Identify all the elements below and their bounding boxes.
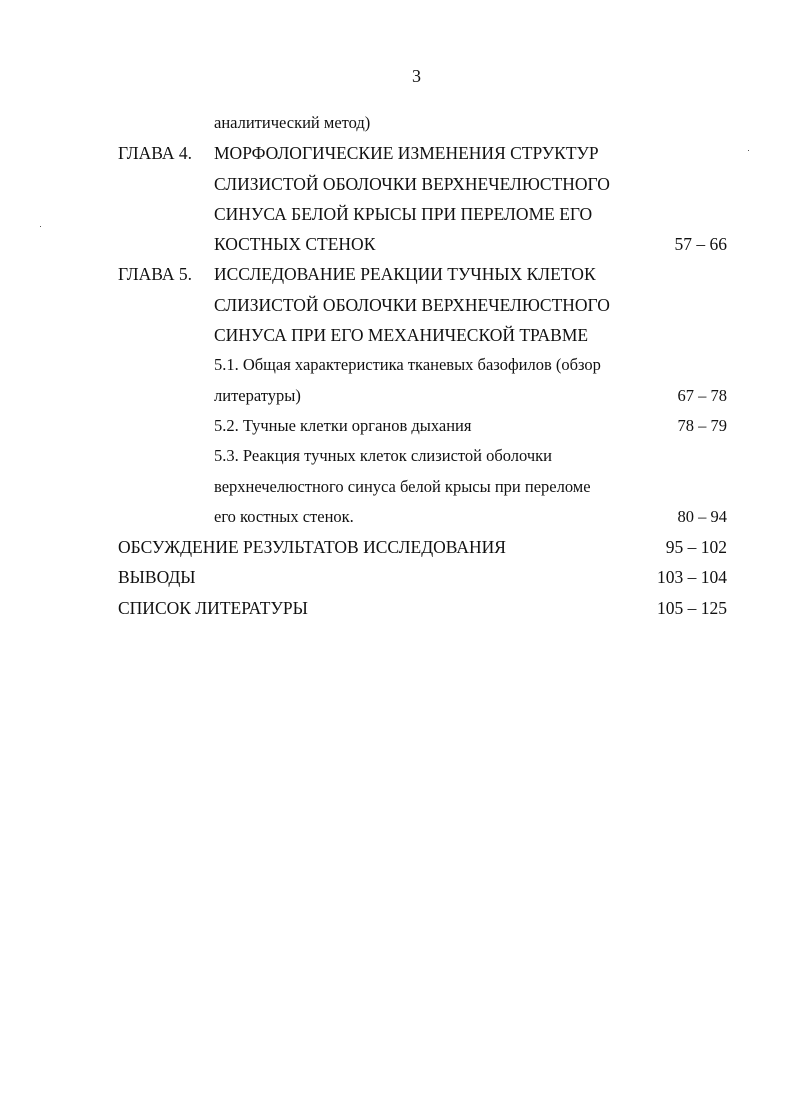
chapter-label: ГЛАВА 5. (118, 264, 193, 285)
toc-text: СЛИЗИСТОЙ ОБОЛОЧКИ ВЕРХНЕЧЕЛЮСТНОГО (214, 173, 610, 194)
toc-line (118, 138, 727, 168)
toc-line (118, 350, 727, 380)
toc-text: СЛИЗИСТОЙ ОБОЛОЧКИ ВЕРХНЕЧЕЛЮСТНОГО (214, 294, 610, 315)
toc-line (118, 562, 727, 592)
toc-text: КОСТНЫХ СТЕНОК (214, 234, 376, 255)
toc-line (118, 532, 727, 562)
page-range: 105 – 125 (657, 597, 727, 618)
toc-text: 5.1. Общая характеристика тканевых базофилов (обзор (214, 355, 601, 375)
toc-line (118, 381, 727, 411)
toc-text: 5.2. Тучные клетки органов дыхания (214, 415, 472, 435)
page-range: 103 – 104 (657, 567, 727, 588)
toc-text: СИНУСА ПРИ ЕГО МЕХАНИЧЕСКОЙ ТРАВМЕ (214, 325, 589, 346)
toc-text: ВЫВОДЫ (118, 567, 196, 588)
toc-text: ИССЛЕДОВАНИЕ РЕАКЦИИ ТУЧНЫХ КЛЕТОК (214, 264, 596, 285)
toc-line (118, 411, 727, 441)
page-range: 78 – 79 (677, 415, 727, 435)
toc-line (118, 320, 727, 350)
toc-text: МОРФОЛОГИЧЕСКИЕ ИЗМЕНЕНИЯ СТРУКТУР (214, 143, 599, 164)
toc-line (118, 290, 727, 320)
page-range: 57 – 66 (674, 234, 727, 255)
toc-line (118, 229, 727, 259)
toc-line (118, 169, 727, 199)
page-range: 95 – 102 (665, 537, 727, 558)
page-range: 80 – 94 (677, 506, 727, 526)
page-range: 67 – 78 (677, 385, 727, 405)
toc-line (118, 199, 727, 229)
toc-line (118, 472, 727, 502)
table-of-contents (118, 108, 727, 623)
toc-text: его костных стенок. (214, 506, 354, 526)
toc-text: литературы) (214, 385, 301, 405)
page-number: 3 (412, 66, 421, 86)
toc-text: аналитический метод) (214, 113, 371, 132)
chapter-label: ГЛАВА 4. (118, 143, 193, 164)
scan-speck (748, 150, 749, 151)
toc-text: 5.3. Реакция тучных клеток слизистой оболочки (214, 446, 553, 466)
toc-text: верхнечелюстного синуса белой крысы при переломе (214, 476, 591, 496)
toc-line (118, 108, 727, 138)
toc-line (118, 441, 727, 471)
scan-speck (40, 226, 41, 227)
toc-line (118, 259, 727, 289)
toc-line (118, 502, 727, 532)
toc-text: СИНУСА БЕЛОЙ КРЫСЫ ПРИ ПЕРЕЛОМЕ ЕГО (214, 203, 593, 224)
toc-text: ОБСУЖДЕНИЕ РЕЗУЛЬТАТОВ ИССЛЕДОВАНИЯ (118, 537, 506, 558)
toc-text: СПИСОК ЛИТЕРАТУРЫ (118, 597, 308, 618)
toc-line (118, 593, 727, 623)
